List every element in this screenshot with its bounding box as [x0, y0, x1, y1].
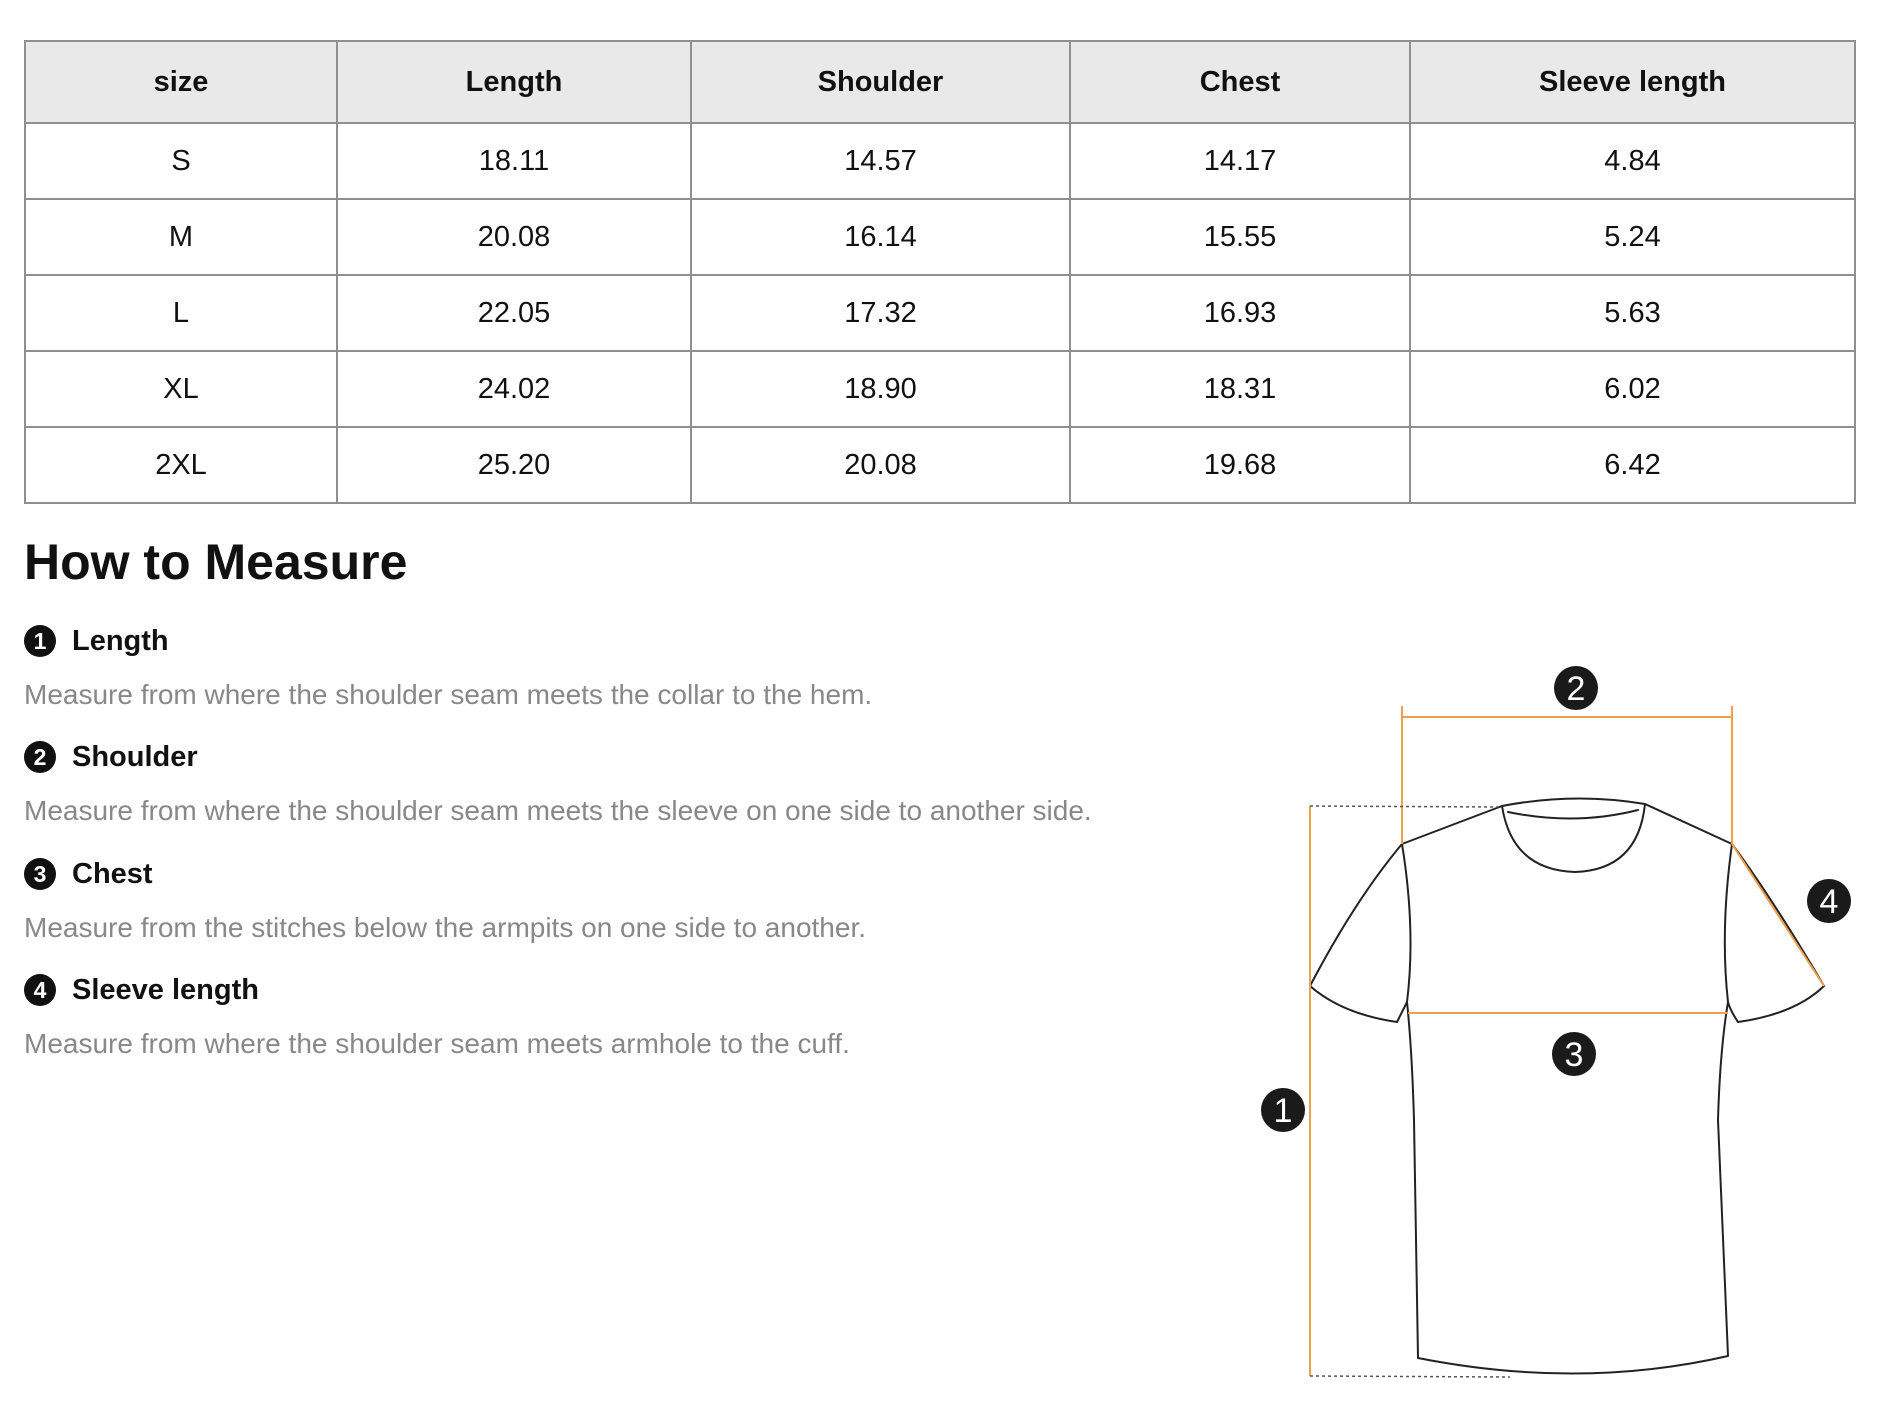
table-row	[25, 427, 1855, 503]
cell-size: 2XL	[25, 427, 337, 503]
measure-step-chest	[24, 854, 866, 944]
cell-shoulder: 14.57	[691, 123, 1070, 199]
step-label: Shoulder	[72, 740, 198, 773]
cell-sleeve-length: 6.02	[1410, 351, 1855, 427]
tshirt-diagram-svg	[1240, 650, 1880, 1390]
tshirt-measurement-diagram	[1240, 650, 1880, 1390]
size-chart-table	[24, 40, 1856, 504]
cell-length: 18.11	[337, 123, 691, 199]
step-label: Length	[72, 624, 169, 657]
step-description: Measure from where the shoulder seam meets the sleeve on one side to another side.	[24, 795, 1092, 826]
marker-2-label: 2	[1566, 670, 1586, 708]
step-number-badge: 3	[24, 858, 56, 890]
cell-chest: 19.68	[1070, 427, 1410, 503]
cell-size: S	[25, 123, 337, 199]
header-sleeve-length: Sleeve length	[1410, 41, 1855, 123]
how-to-measure-title: How to Measure	[24, 534, 408, 590]
measure-step-sleeve-length	[24, 970, 850, 1060]
cell-chest: 16.93	[1070, 275, 1410, 351]
cell-length: 24.02	[337, 351, 691, 427]
cell-length: 22.05	[337, 275, 691, 351]
step-number-badge: 4	[24, 974, 56, 1006]
cell-chest: 15.55	[1070, 199, 1410, 275]
cell-length: 20.08	[337, 199, 691, 275]
step-number-badge: 2	[24, 741, 56, 773]
cell-shoulder: 18.90	[691, 351, 1070, 427]
marker-4	[1807, 879, 1851, 923]
step-number-badge: 1	[24, 625, 56, 657]
header-length: Length	[337, 41, 691, 123]
header-size: size	[25, 41, 337, 123]
marker-1-label: 1	[1273, 1092, 1293, 1130]
cell-length: 25.20	[337, 427, 691, 503]
table-row	[25, 123, 1855, 199]
cell-chest: 18.31	[1070, 351, 1410, 427]
cell-size: M	[25, 199, 337, 275]
table-row	[25, 351, 1855, 427]
tshirt-left-armhole-seam	[1402, 844, 1411, 1002]
step-description: Measure from the stitches below the armpits on one side to another.	[24, 912, 867, 943]
header-chest: Chest	[1070, 41, 1410, 123]
measure-step-shoulder	[24, 737, 1092, 827]
cell-sleeve-length: 4.84	[1410, 123, 1855, 199]
cell-chest: 14.17	[1070, 123, 1410, 199]
marker-1	[1261, 1088, 1305, 1132]
marker-3	[1552, 1032, 1596, 1076]
tshirt-outline	[1310, 798, 1824, 1373]
cell-shoulder: 20.08	[691, 427, 1070, 503]
table-row	[25, 199, 1855, 275]
cell-sleeve-length: 6.42	[1410, 427, 1855, 503]
cell-size: XL	[25, 351, 337, 427]
table-row	[25, 275, 1855, 351]
tshirt-collar-inner	[1508, 810, 1638, 819]
marker-4-label: 4	[1819, 883, 1839, 921]
cell-sleeve-length: 5.24	[1410, 199, 1855, 275]
header-shoulder: Shoulder	[691, 41, 1070, 123]
table-header-row	[25, 41, 1855, 123]
tshirt-right-armhole-seam	[1725, 844, 1732, 1002]
cell-size: L	[25, 275, 337, 351]
marker-2	[1554, 666, 1598, 710]
step-description: Measure from where the shoulder seam meets armhole to the cuff.	[24, 1028, 850, 1059]
step-label: Sleeve length	[72, 973, 259, 1006]
cell-shoulder: 17.32	[691, 275, 1070, 351]
step-label: Chest	[72, 857, 153, 890]
measure-step-length	[24, 621, 872, 711]
marker-3-label: 3	[1564, 1036, 1584, 1074]
length-bottom-guide	[1310, 1376, 1510, 1377]
cell-shoulder: 16.14	[691, 199, 1070, 275]
length-top-guide	[1310, 806, 1498, 807]
cell-sleeve-length: 5.63	[1410, 275, 1855, 351]
sleeve-measure-line	[1732, 844, 1824, 986]
step-description: Measure from where the shoulder seam meets the collar to the hem.	[24, 679, 873, 710]
